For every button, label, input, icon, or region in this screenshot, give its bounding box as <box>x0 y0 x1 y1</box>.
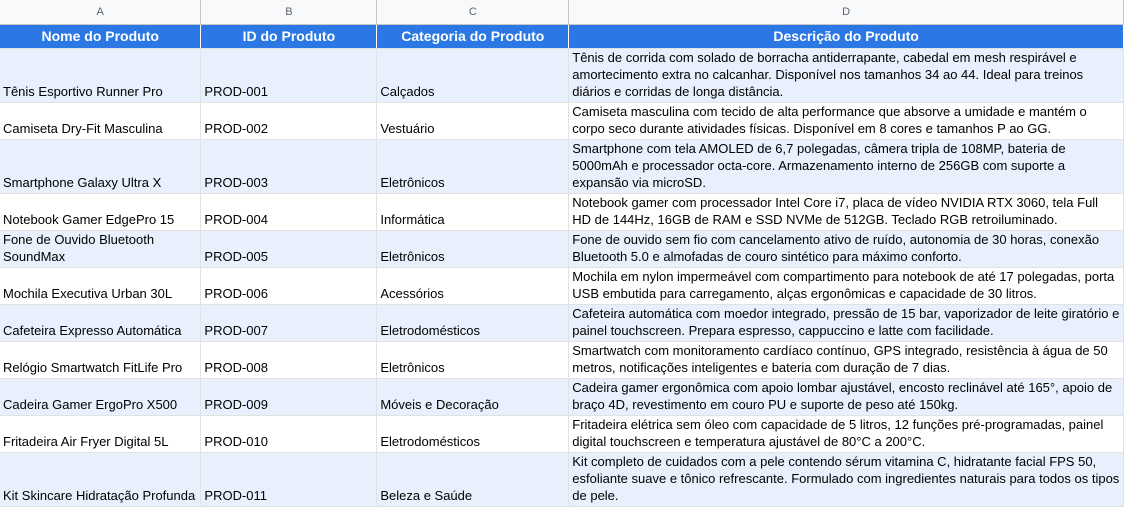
cell-product-description[interactable]: Notebook gamer com processador Intel Core i7, placa de vídeo NVIDIA RTX 3060, tela Full HD de 144Hz, 16GB de RAM e SSD NVMe de 512GB. Teclado RGB retroiluminado. <box>569 193 1124 230</box>
cell-product-name[interactable]: Relógio Smartwatch FitLife Pro <box>0 341 201 378</box>
cell-product-id[interactable]: PROD-006 <box>201 267 377 304</box>
cell-product-description[interactable]: Fritadeira elétrica sem óleo com capacidade de 5 litros, 12 funções pré-programadas, painel digital touchscreen e temperatura ajustável de 80°C a 200°C. <box>569 415 1124 452</box>
cell-product-category[interactable]: Calçados <box>377 48 569 102</box>
column-letter-c[interactable]: C <box>377 0 569 24</box>
cell-product-category[interactable]: Eletrônicos <box>377 230 569 267</box>
table-row <box>0 102 1124 139</box>
cell-product-description[interactable]: Mochila em nylon impermeável com compartimento para notebook de até 17 polegadas, porta USB embutida para carregamento, alças ergonômicas e capacidade de 30 litros. <box>569 267 1124 304</box>
cell-product-description[interactable]: Camiseta masculina com tecido de alta performance que absorve a umidade e mantém o corpo seco durante atividades físicas. Disponível em 8 cores e tamanhos P ao GG. <box>569 102 1124 139</box>
cell-product-name[interactable]: Fone de Ouvido Bluetooth SoundMax <box>0 230 201 267</box>
cell-product-category[interactable]: Eletrônicos <box>377 341 569 378</box>
table-row <box>0 267 1124 304</box>
column-letter-a[interactable]: A <box>0 0 201 24</box>
column-letter-b[interactable]: B <box>201 0 377 24</box>
cell-product-description[interactable]: Fone de ouvido sem fio com cancelamento ativo de ruído, autonomia de 30 horas, conexão Bluetooth 5.0 e almofadas de couro sintético para máximo conforto. <box>569 230 1124 267</box>
cell-product-id[interactable]: PROD-009 <box>201 378 377 415</box>
column-letter-row <box>0 0 1124 24</box>
table-row <box>0 341 1124 378</box>
cell-product-description[interactable]: Tênis de corrida com solado de borracha antiderrapante, cabedal em mesh respirável e amortecimento extra no calcanhar. Disponível nos tamanhos 34 ao 44. Ideal para treinos diários e corridas de longa distância. <box>569 48 1124 102</box>
column-letter-d[interactable]: D <box>569 0 1124 24</box>
header-cell-description[interactable]: Descrição do Produto <box>569 24 1124 48</box>
header-cell-category[interactable]: Categoria do Produto <box>377 24 569 48</box>
table-row <box>0 230 1124 267</box>
cell-product-name[interactable]: Fritadeira Air Fryer Digital 5L <box>0 415 201 452</box>
cell-product-name[interactable]: Tênis Esportivo Runner Pro <box>0 48 201 102</box>
cell-product-id[interactable]: PROD-010 <box>201 415 377 452</box>
cell-product-category[interactable]: Vestuário <box>377 102 569 139</box>
table-row <box>0 378 1124 415</box>
cell-product-category[interactable]: Eletrodomésticos <box>377 415 569 452</box>
header-cell-name[interactable]: Nome do Produto <box>0 24 201 48</box>
cell-product-description[interactable]: Cadeira gamer ergonômica com apoio lombar ajustável, encosto reclinável até 165°, apoio de braço 4D, revestimento em couro PU e suporte de peso até 150kg. <box>569 378 1124 415</box>
table-row <box>0 139 1124 193</box>
table-row <box>0 48 1124 102</box>
cell-product-id[interactable]: PROD-005 <box>201 230 377 267</box>
table-row <box>0 193 1124 230</box>
cell-product-name[interactable]: Camiseta Dry-Fit Masculina <box>0 102 201 139</box>
cell-product-id[interactable]: PROD-002 <box>201 102 377 139</box>
cell-product-id[interactable]: PROD-004 <box>201 193 377 230</box>
cell-product-description[interactable]: Smartwatch com monitoramento cardíaco contínuo, GPS integrado, resistência à água de 50 metros, notificações inteligentes e bateria com duração de 7 dias. <box>569 341 1124 378</box>
cell-product-description[interactable]: Kit completo de cuidados com a pele contendo sérum vitamina C, hidratante facial FPS 50, esfoliante suave e tônico refrescante. Formulado com ingredientes naturais para todos os tipos de pele. <box>569 452 1124 506</box>
cell-product-category[interactable]: Beleza e Saúde <box>377 452 569 506</box>
cell-product-category[interactable]: Acessórios <box>377 267 569 304</box>
cell-product-id[interactable]: PROD-007 <box>201 304 377 341</box>
table-row <box>0 304 1124 341</box>
cell-product-id[interactable]: PROD-008 <box>201 341 377 378</box>
cell-product-name[interactable]: Notebook Gamer EdgePro 15 <box>0 193 201 230</box>
cell-product-name[interactable]: Smartphone Galaxy Ultra X <box>0 139 201 193</box>
table-row <box>0 452 1124 506</box>
header-cell-id[interactable]: ID do Produto <box>201 24 377 48</box>
cell-product-id[interactable]: PROD-011 <box>201 452 377 506</box>
cell-product-name[interactable]: Cafeteira Expresso Automática <box>0 304 201 341</box>
cell-product-name[interactable]: Kit Skincare Hidratação Profunda <box>0 452 201 506</box>
cell-product-category[interactable]: Informática <box>377 193 569 230</box>
header-row <box>0 24 1124 48</box>
cell-product-description[interactable]: Cafeteira automática com moedor integrado, pressão de 15 bar, vaporizador de leite giratório e painel touchscreen. Prepara espresso, cappuccino e latte com facilidade. <box>569 304 1124 341</box>
table-row <box>0 415 1124 452</box>
cell-product-category[interactable]: Móveis e Decoração <box>377 378 569 415</box>
cell-product-id[interactable]: PROD-001 <box>201 48 377 102</box>
cell-product-name[interactable]: Cadeira Gamer ErgoPro X500 <box>0 378 201 415</box>
cell-product-name[interactable]: Mochila Executiva Urban 30L <box>0 267 201 304</box>
cell-product-category[interactable]: Eletrônicos <box>377 139 569 193</box>
cell-product-id[interactable]: PROD-003 <box>201 139 377 193</box>
cell-product-category[interactable]: Eletrodomésticos <box>377 304 569 341</box>
cell-product-description[interactable]: Smartphone com tela AMOLED de 6,7 polegadas, câmera tripla de 108MP, bateria de 5000mAh e processador octa-core. Armazenamento interno de 256GB com suporte a expansão via microSD. <box>569 139 1124 193</box>
